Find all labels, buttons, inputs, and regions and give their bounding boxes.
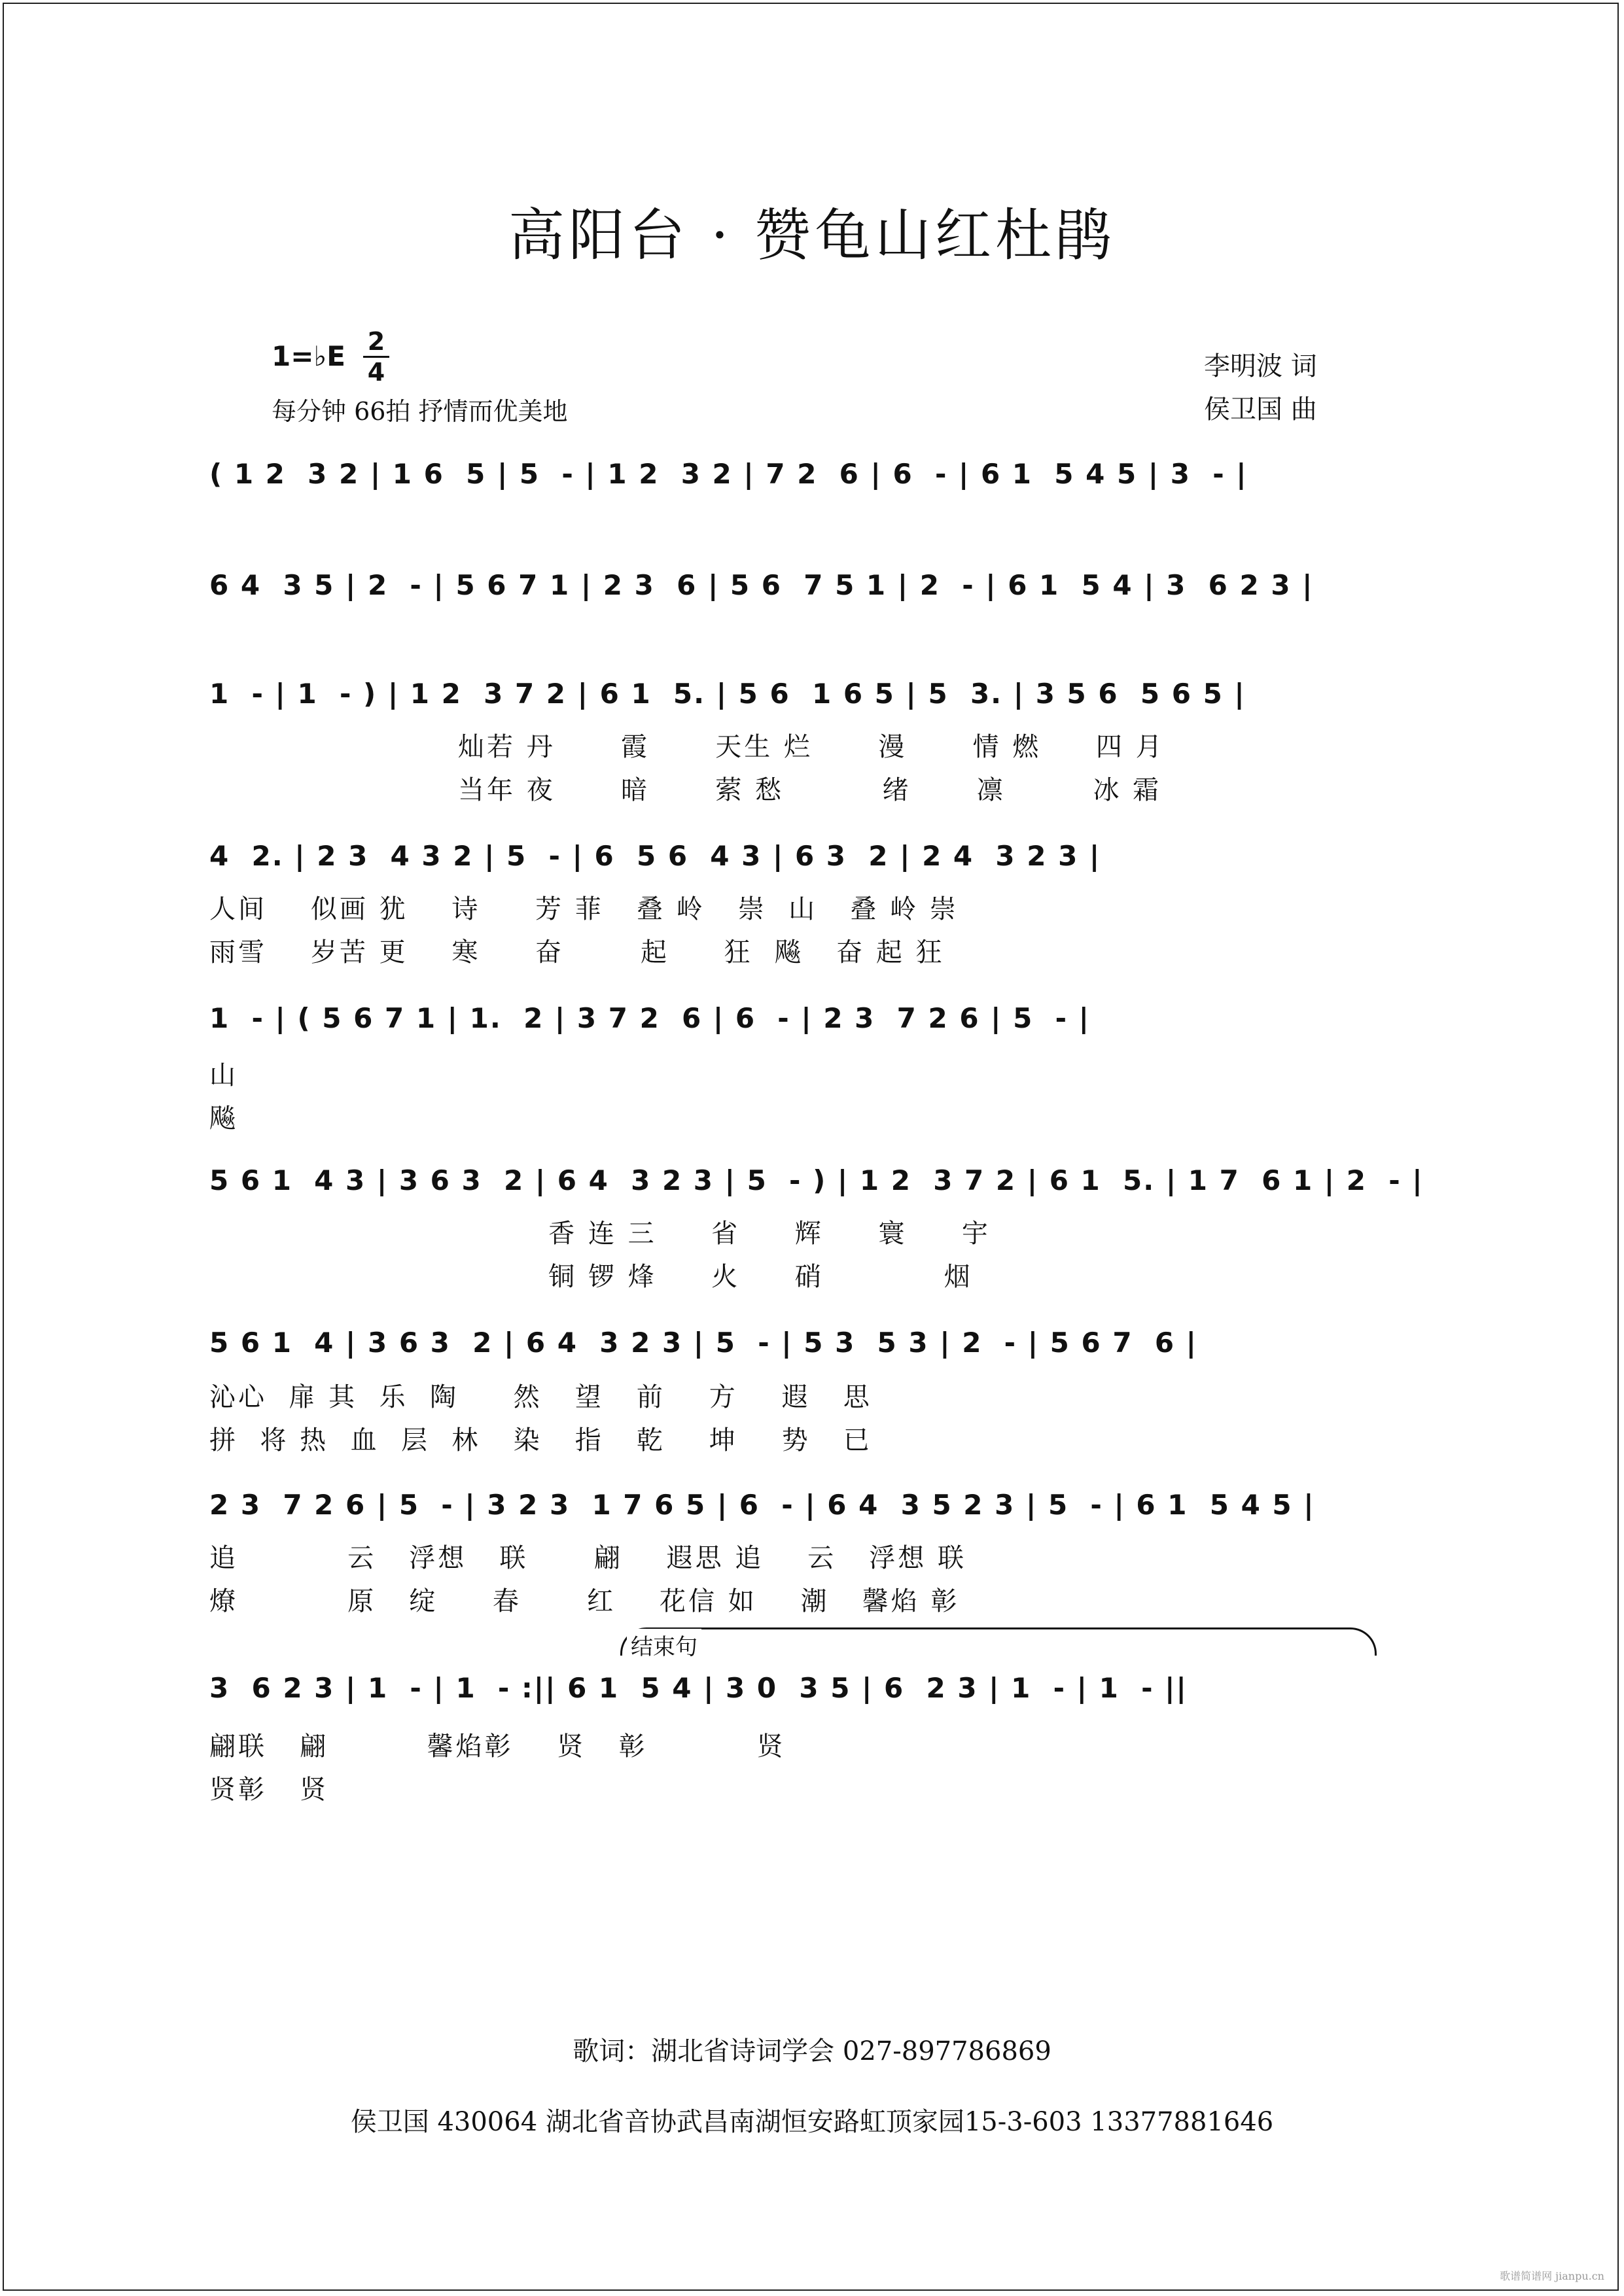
staff-line-1: ( 1 2 3 2 | 1 6 5 | 5 - | 1 2 3 2 | 7 2 6 | 6 - | 6 1 5 4 5 | 3 - |	[209, 458, 1248, 490]
lyrics-line-6a: 香 连 三 省 辉 寰 宇	[209, 1219, 991, 1249]
staff-line-2: 6 4 3 5 | 2 - | 5 6 7 1 | 2 3 6 | 5 6 7 5 1 | 2 - | 6 1 5 4 | 3 6 2 3 |	[209, 569, 1314, 601]
lyrics-line-4a: 人间 似画 犹 诗 芳 菲 叠 岭 崇 山 叠 岭 崇	[209, 894, 959, 924]
staff-line-7: 5 6 1 4 | 3 6 3 2 | 6 4 3 2 3 | 5 - | 5 3 5 3 | 2 - | 5 6 7 6 |	[209, 1327, 1198, 1359]
ending-label: 结束句	[627, 1629, 701, 1661]
page-title: 高阳台 · 赞龟山红杜鹃	[508, 203, 1116, 268]
lyrics-line-5b: 飚	[209, 1104, 238, 1134]
lyrics-line-8a: 追 云 浮想 联 翩 遐思 追 云 浮想 联	[209, 1543, 967, 1573]
staff-line-4: 4 2. | 2 3 4 3 2 | 5 - | 6 5 6 4 3 | 6 3 2 | 2 4 3 2 3 |	[209, 840, 1101, 872]
time-bottom: 4	[367, 358, 385, 387]
staff-line-3: 1 - | 1 - ) | 1 2 3 7 2 | 6 1 5. | 5 6 1 6 5 | 5 3. | 3 5 6 5 6 5 |	[209, 678, 1246, 710]
staff-line-6: 5 6 1 4 3 | 3 6 3 2 | 6 4 3 2 3 | 5 - ) | 1 2 3 7 2 | 6 1 5. | 1 7 6 1 | 2 - |	[209, 1164, 1424, 1196]
lyrics-line-9b: 贤彰 贤	[209, 1775, 329, 1805]
lyrics-line-7b: 拼 将 热 血 层 林 染 指 乾 坤 势 已	[209, 1425, 872, 1455]
lyricist-credit: 李明波 词	[1204, 351, 1317, 381]
watermark: 歌谱简谱网 jianpu.cn	[1500, 2270, 1604, 2282]
lyrics-line-5a: 山	[209, 1060, 238, 1090]
lyrics-line-6b: 铜 锣 烽 火 硝 烟	[209, 1262, 973, 1292]
staff-line-5: 1 - | ( 5 6 7 1 | 1. 2 | 3 7 2 6 | 6 - | 2 3 7 2 6 | 5 - |	[209, 1002, 1090, 1034]
staff-line-9: 3 6 2 3 | 1 - | 1 - :|| 6 1 5 4 | 3 0 3 5 | 6 2 3 | 1 - | 1 - ||	[209, 1672, 1188, 1704]
footer-contact: 侯卫国 430064 湖北省音协武昌南湖恒安路虹顶家园15-3-603 13377881646	[350, 2107, 1274, 2137]
page-frame	[3, 3, 1619, 2291]
lyrics-line-3a: 灿若 丹 霞 天生 烂 漫 情 燃 四 月	[458, 732, 1165, 762]
footer-lyrics-credit: 歌词：湖北省诗词学会 027-897786869	[573, 2036, 1051, 2066]
lyrics-line-4b: 雨雪 岁苦 更 寒 奋 起 狂 飚 奋 起 狂	[209, 937, 945, 967]
lyrics-line-7a: 沁心 扉 其 乐 陶 然 望 前 方 遐 思	[209, 1382, 872, 1412]
staff-line-8: 2 3 7 2 6 | 5 - | 3 2 3 1 7 6 5 | 6 - | 6 4 3 5 2 3 | 5 - | 6 1 5 4 5 |	[209, 1489, 1315, 1521]
key-signature: 1=♭E	[272, 340, 345, 372]
time-top: 2	[367, 327, 385, 356]
composer-credit: 侯卫国 曲	[1204, 394, 1317, 425]
time-signature	[363, 328, 389, 385]
lyrics-line-3b: 当年 夜 暗 萦 愁 绪 凛 冰 霜	[458, 775, 1162, 805]
lyrics-line-8b: 燎 原 绽 春 红 花信 如 潮 馨焰 彰	[209, 1586, 960, 1616]
lyrics-line-9a: 翩联 翩 馨焰彰 贤 彰 贤	[209, 1731, 786, 1762]
tempo-marking: 每分钟 66拍 抒情而优美地	[272, 397, 568, 426]
ending-bracket	[620, 1627, 1377, 1656]
